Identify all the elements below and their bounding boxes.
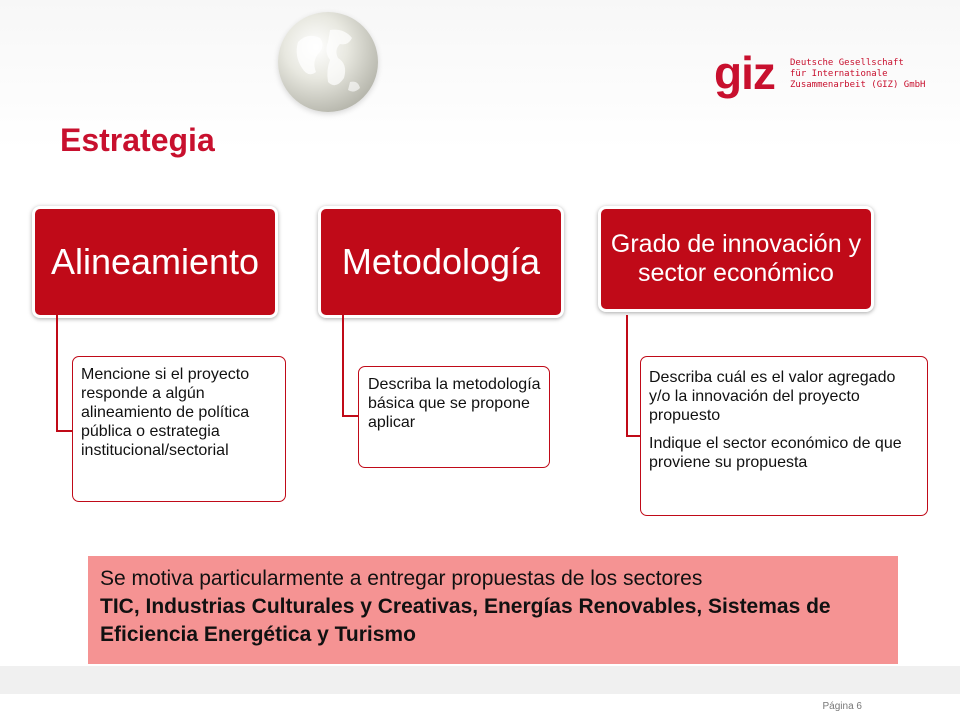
footer-band	[0, 666, 960, 694]
banner-sectors: TIC, Industrias Culturales y Creativas, Energías Renovables, Sistemas de Eficiencia Energética y Turismo	[100, 595, 831, 646]
page-title: Estrategia	[60, 122, 215, 158]
description-text: Describa la metodología básica que se propone aplicar	[368, 376, 541, 431]
description-text: Mencione si el proyecto responde a algún alineamiento de política pública o estrategia institucional/sectorial	[81, 366, 250, 459]
logo-line: für Internationale	[790, 69, 888, 79]
banner-text: Se motiva particularmente a entregar propuestas de los sectores	[100, 567, 703, 590]
page-number: Página 6	[822, 701, 862, 712]
alineamiento-description	[72, 356, 286, 502]
metodologia-header: Metodología	[318, 206, 564, 318]
innovacion-header: Grado de innovación y sector económico	[598, 206, 874, 312]
sectors-banner	[88, 556, 898, 664]
innovacion-description	[640, 356, 928, 516]
logo-mark: giz	[714, 47, 775, 99]
description-text: Indique el sector económico de que proviene su propuesta	[649, 435, 902, 471]
description-text: Describa cuál es el valor agregado y/o la innovación del proyecto propuesto	[649, 369, 896, 424]
logo-line: Deutsche Gesellschaft	[790, 58, 904, 68]
giz-logo	[714, 47, 926, 100]
metodologia-description	[358, 366, 550, 468]
logo-line: Zusammenarbeit (GIZ) GmbH	[790, 80, 926, 90]
globe-icon	[278, 12, 378, 112]
alineamiento-header: Alineamiento	[32, 206, 278, 318]
logo-text	[790, 58, 925, 91]
